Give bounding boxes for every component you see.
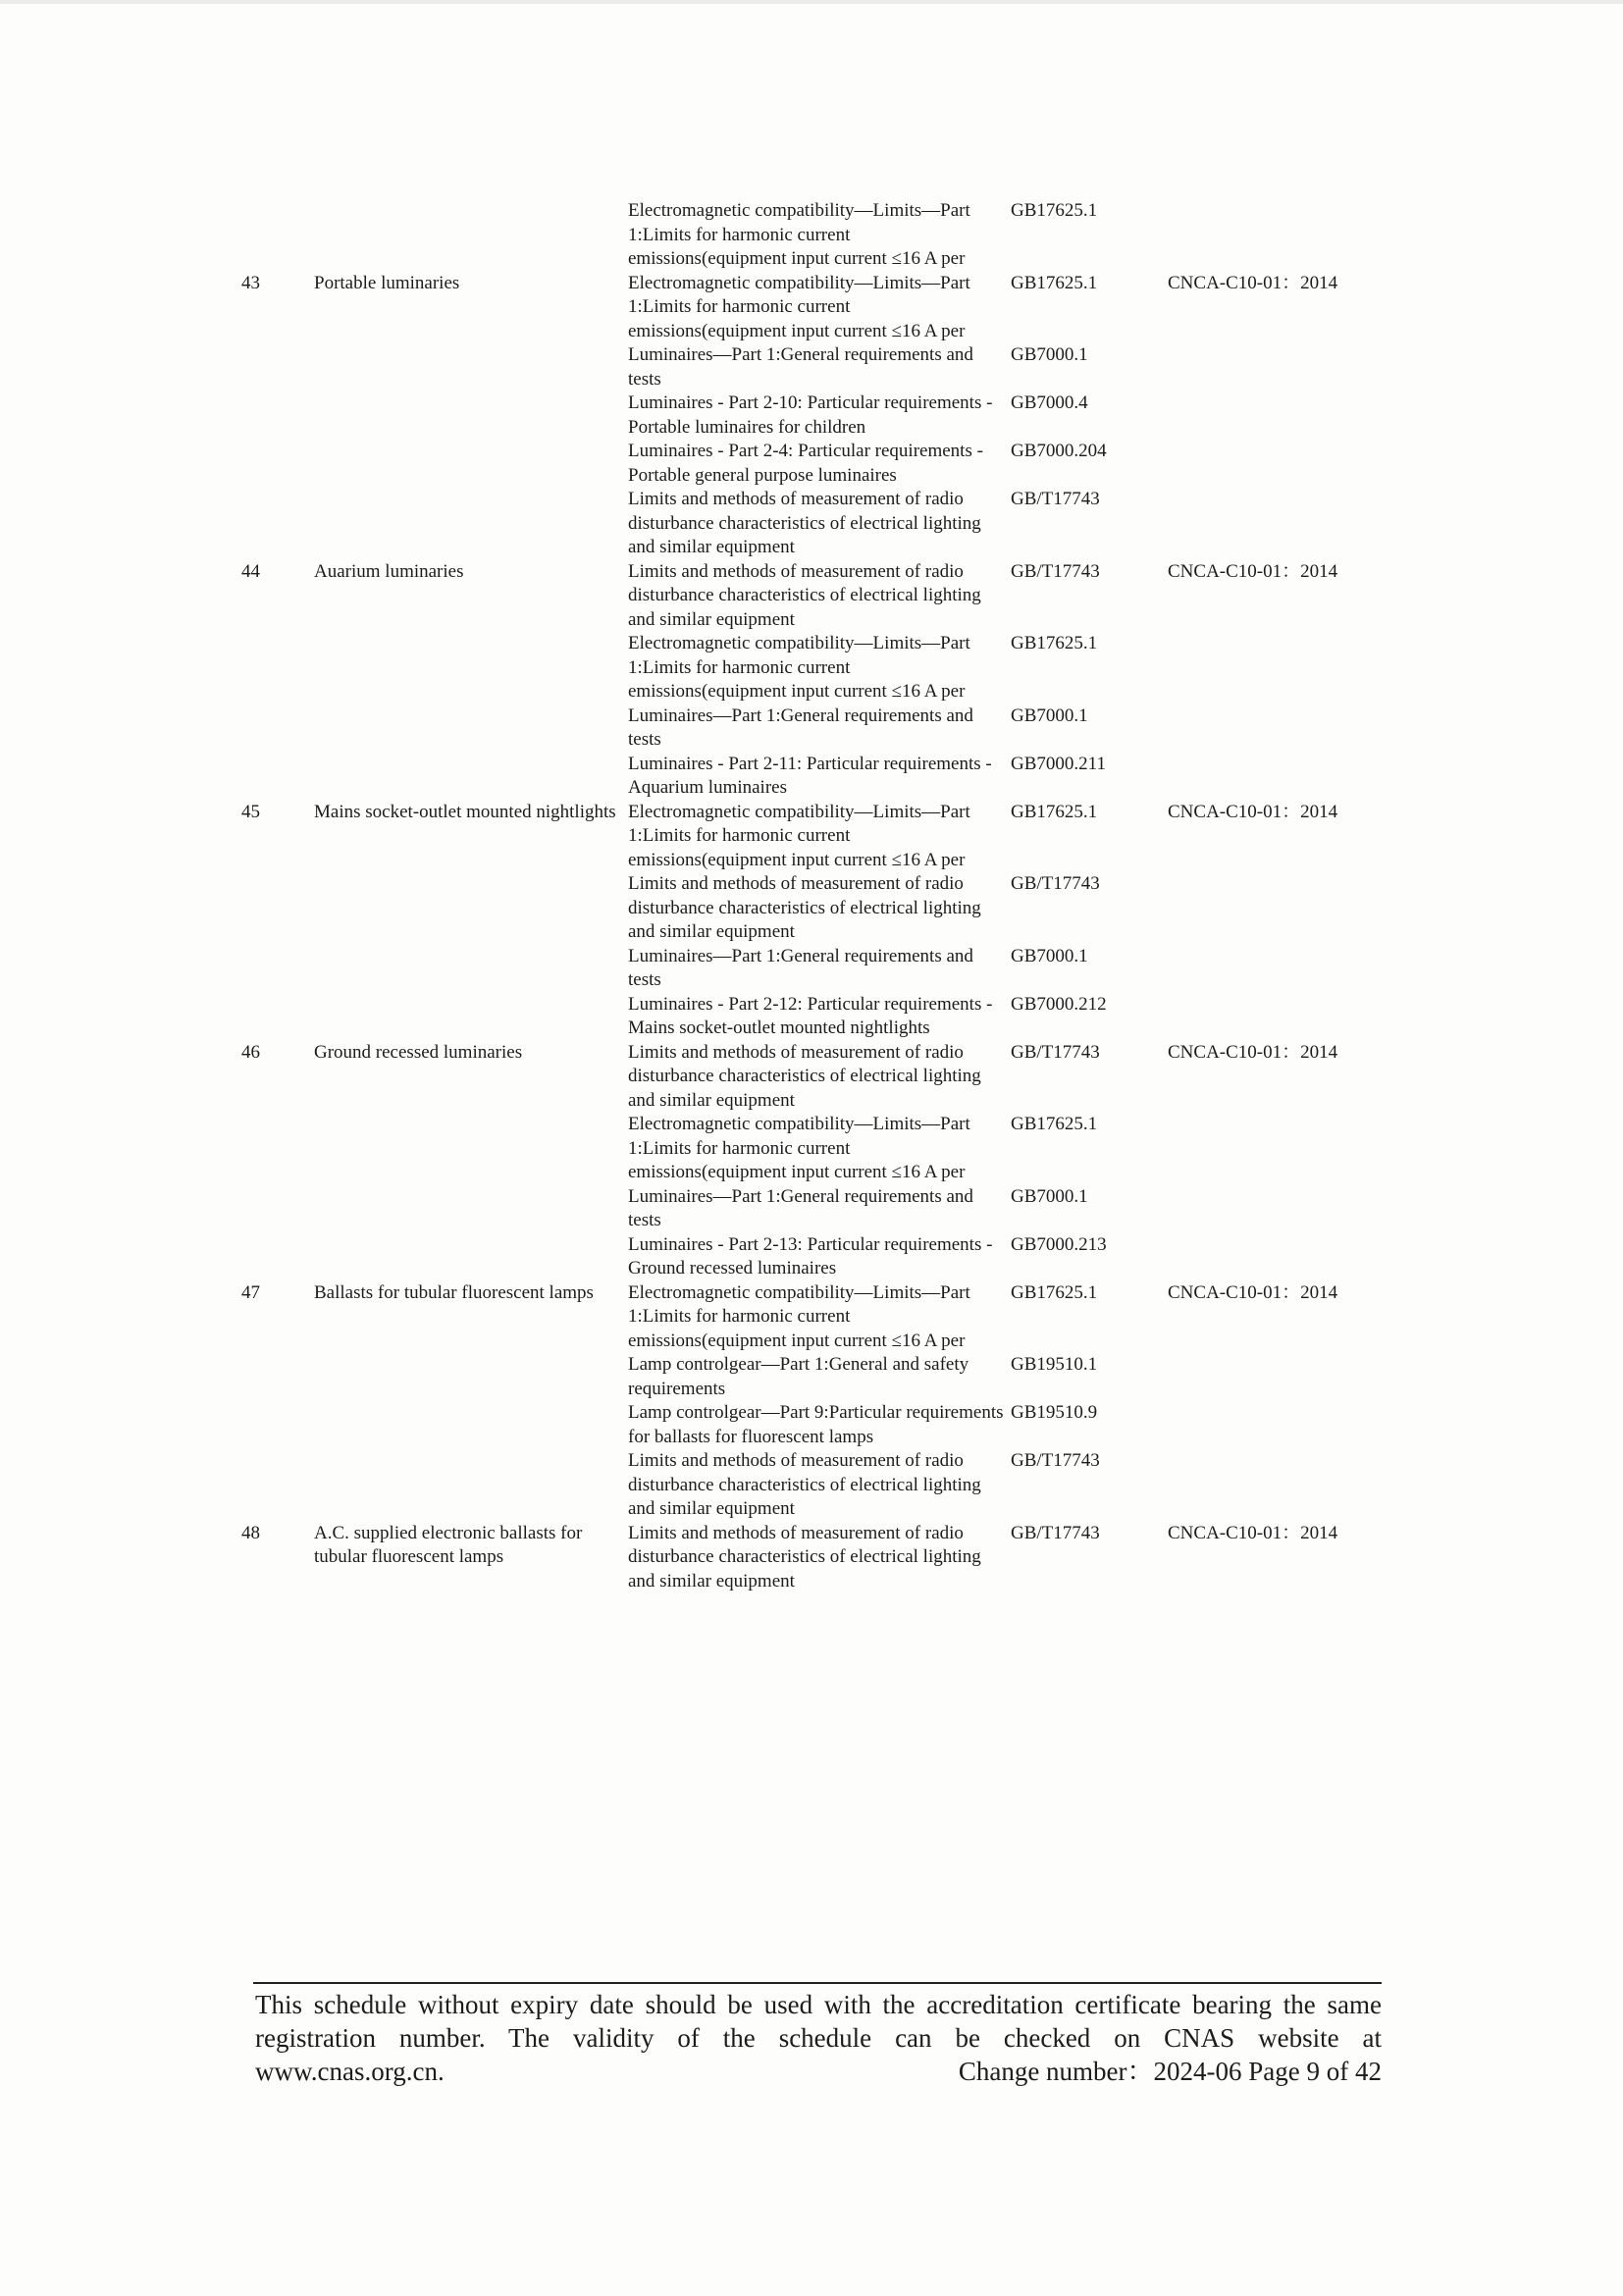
standard-code: GB17625.1 bbox=[1011, 801, 1098, 822]
standard-code: GB7000.211 bbox=[1011, 753, 1106, 774]
schedule-row bbox=[241, 272, 1389, 344]
standard-title: Electromagnetic compatibility—Limits—Part 1:Limits for harmonic current emissions(equipment input current ≤16 A per bbox=[628, 633, 970, 702]
item-number: 47 bbox=[241, 1281, 260, 1303]
standard-title: Luminaires—Part 1:General requirements and tests bbox=[628, 945, 973, 990]
standard-title: Luminaires - Part 2-11: Particular requirements - Aquarium luminaires bbox=[628, 753, 992, 798]
standard-code: GB7000.1 bbox=[1011, 1185, 1088, 1207]
product-name bbox=[314, 199, 628, 272]
standard-code: GB/T17743 bbox=[1011, 1041, 1100, 1063]
implementation-rule: CNCA-C10-01：2014 bbox=[1168, 560, 1338, 582]
standard-code: GB/T17743 bbox=[1011, 560, 1100, 582]
standard-code: GB17625.1 bbox=[1011, 633, 1098, 653]
schedule-table bbox=[241, 199, 1389, 1593]
item-number: 45 bbox=[241, 801, 260, 822]
schedule-row bbox=[241, 1281, 1389, 1354]
standard-code: GB7000.212 bbox=[1011, 993, 1107, 1015]
standard-code: GB/T17743 bbox=[1011, 1522, 1100, 1543]
product-name: Auarium luminaries bbox=[314, 560, 464, 582]
item-number: 43 bbox=[241, 272, 260, 293]
implementation-rule: CNCA-C10-01：2014 bbox=[1168, 1522, 1338, 1543]
standard-title: Limits and methods of measurement of radio disturbance characteristics of electrical lighting and similar equipment bbox=[628, 1041, 981, 1111]
standard-code: GB19510.1 bbox=[1011, 1354, 1098, 1375]
standard-code: GB/T17743 bbox=[1011, 489, 1100, 509]
standard-title: Limits and methods of measurement of radio disturbance characteristics of electrical lighting and similar equipment bbox=[628, 1450, 981, 1519]
schedule-row bbox=[241, 1041, 1389, 1114]
implementation-rule: CNCA-C10-01：2014 bbox=[1168, 801, 1338, 822]
standard-title: Limits and methods of measurement of radio disturbance characteristics of electrical lighting and similar equipment bbox=[628, 560, 981, 630]
schedule-row bbox=[241, 801, 1389, 873]
standard-title: Lamp controlgear—Part 9:Particular requirements for ballasts for fluorescent lamps bbox=[628, 1402, 1004, 1447]
product-name: Ballasts for tubular fluorescent lamps bbox=[314, 1281, 594, 1303]
standard-code: GB/T17743 bbox=[1011, 873, 1100, 894]
footer-last-line bbox=[255, 2055, 1382, 2088]
standard-title: Luminaires - Part 2-13: Particular requirements - Ground recessed luminaires bbox=[628, 1233, 993, 1278]
implementation-rule: CNCA-C10-01：2014 bbox=[1168, 272, 1338, 293]
item-number: 44 bbox=[241, 560, 260, 582]
schedule-body bbox=[241, 199, 1389, 1593]
standard-code: GB17625.1 bbox=[1011, 200, 1098, 221]
product-name: Portable luminaries bbox=[314, 272, 460, 293]
standard-title: Luminaires - Part 2-4: Particular requirements - Portable general purpose luminaires bbox=[628, 441, 983, 486]
standard-code: GB17625.1 bbox=[1011, 1114, 1098, 1134]
implementation-rule: CNCA-C10-01：2014 bbox=[1168, 1281, 1338, 1303]
standard-title: Luminaires—Part 1:General requirements and tests bbox=[628, 344, 973, 390]
standard-code: GB7000.204 bbox=[1011, 441, 1107, 461]
standard-code: GB7000.213 bbox=[1011, 1233, 1107, 1255]
standard-title: Limits and methods of measurement of radio disturbance characteristics of electrical lighting and similar equipment bbox=[628, 1522, 981, 1592]
standard-title: Limits and methods of measurement of radio disturbance characteristics of electrical lighting and similar equipment bbox=[628, 873, 981, 942]
schedule-row bbox=[241, 1522, 1389, 1594]
standard-code: GB17625.1 bbox=[1011, 272, 1098, 293]
standard-title: Electromagnetic compatibility—Limits—Part 1:Limits for harmonic current emissions(equipment input current ≤16 A per bbox=[628, 801, 970, 870]
standard-title: Luminaires—Part 1:General requirements and tests bbox=[628, 704, 973, 750]
standard-title: Lamp controlgear—Part 1:General and safety requirements bbox=[628, 1354, 969, 1399]
product-name: Ground recessed luminaries bbox=[314, 1041, 523, 1063]
standard-code: GB7000.1 bbox=[1011, 344, 1088, 365]
schedule-row bbox=[241, 199, 1389, 272]
item-number: 46 bbox=[241, 1041, 260, 1063]
standard-title: Luminaires - Part 2-10: Particular requirements - Portable luminaires for children bbox=[628, 392, 993, 438]
standard-title: Electromagnetic compatibility—Limits—Part 1:Limits for harmonic current emissions(equipment input current ≤16 A per bbox=[628, 272, 970, 341]
product-name: Mains socket-outlet mounted nightlights bbox=[314, 801, 616, 822]
standard-code: GB17625.1 bbox=[1011, 1281, 1098, 1303]
schedule-row bbox=[241, 560, 1389, 633]
implementation-rule bbox=[1168, 199, 1389, 272]
standard-title: Electromagnetic compatibility—Limits—Part 1:Limits for harmonic current emissions(equipment input current ≤16 A per bbox=[628, 1281, 970, 1351]
standard-title: Limits and methods of measurement of radio disturbance characteristics of electrical lighting and similar equipment bbox=[628, 489, 981, 557]
standard-code: GB19510.9 bbox=[1011, 1402, 1098, 1423]
standard-code: GB7000.1 bbox=[1011, 704, 1088, 726]
footer-statement: This schedule without expiry date should be used with the accreditation certificate bearing the same registration number. The validity of the schedule can be checked on CNAS website at bbox=[255, 1990, 1382, 2053]
item-number: 48 bbox=[241, 1522, 260, 1543]
standard-code: GB7000.1 bbox=[1011, 945, 1088, 966]
standard-title: Electromagnetic compatibility—Limits—Part 1:Limits for harmonic current emissions(equipment input current ≤16 A per bbox=[628, 1114, 970, 1182]
standard-title: Luminaires—Part 1:General requirements and tests bbox=[628, 1185, 973, 1230]
item-number bbox=[241, 199, 314, 272]
page-footer bbox=[255, 1988, 1382, 2088]
standard-title: Luminaires - Part 2-12: Particular requirements - Mains socket-outlet mounted nightlights bbox=[628, 993, 993, 1038]
footer-website: www.cnas.org.cn. bbox=[255, 2057, 445, 2086]
footer-change-number: Change number：2024-06 Page 9 of 42 bbox=[958, 2057, 1382, 2086]
implementation-rule: CNCA-C10-01：2014 bbox=[1168, 1041, 1338, 1063]
standard-title: Electromagnetic compatibility—Limits—Part 1:Limits for harmonic current emissions(equipment input current ≤16 A per bbox=[628, 200, 970, 269]
standard-code: GB/T17743 bbox=[1011, 1450, 1100, 1471]
footer-divider bbox=[253, 1982, 1382, 1984]
scan-edge bbox=[0, 0, 1623, 4]
product-name: A.C. supplied electronic ballasts for tubular fluorescent lamps bbox=[314, 1522, 583, 1567]
standard-code: GB7000.4 bbox=[1011, 392, 1088, 413]
